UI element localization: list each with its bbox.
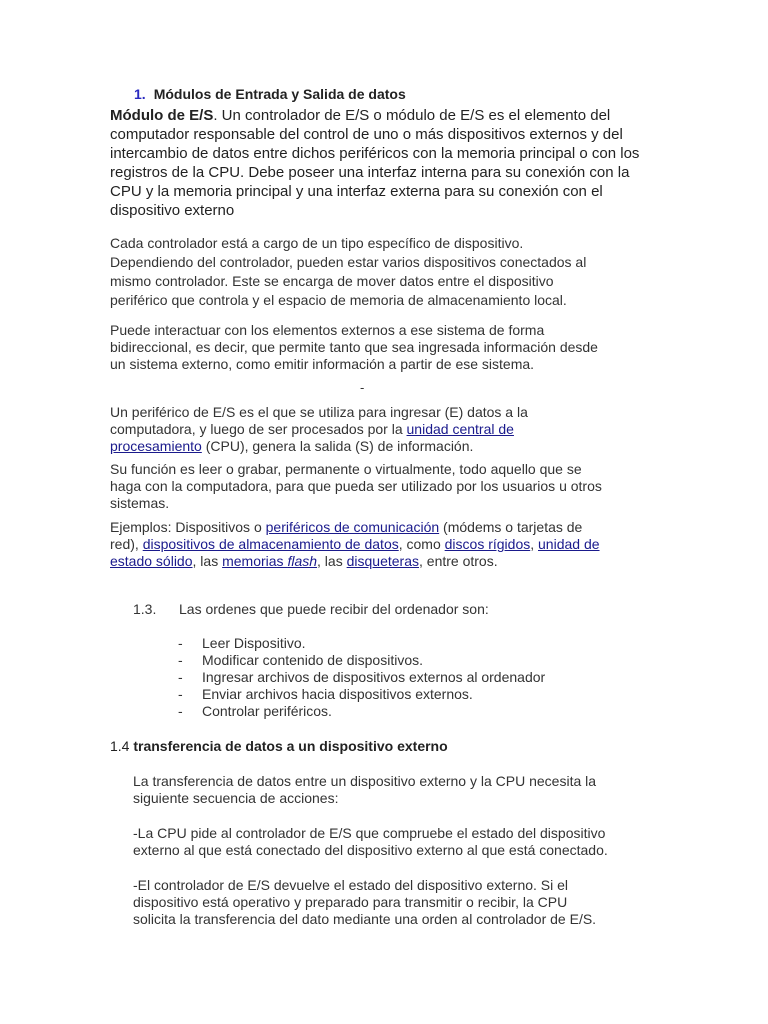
p6-las-1: , las	[192, 553, 223, 569]
s3-line-3: solicita la transferencia del dato mediante una orden al controlador de E/S.	[133, 911, 597, 927]
separator-dash: -	[360, 380, 365, 395]
p3-line-1: Puede interactuar con los elementos externos a ese sistema de forma	[110, 322, 545, 338]
subsection-1-4-heading	[110, 738, 448, 754]
p4-line-2: computadora, y luego de ser procesados por la	[110, 421, 407, 437]
p4-line-1: Un periférico de E/S es el que se utiliza para ingresar (E) datos a la	[110, 404, 528, 420]
link-perifericos-comunicacion[interactable]: periféricos de comunicación	[265, 519, 440, 535]
p1-line-6: dispositivo externo	[110, 202, 235, 219]
subsection-number: 1.3.	[133, 601, 157, 617]
p6-como: , como	[398, 536, 445, 552]
s1-line-2: siguiente secuencia de acciones:	[133, 790, 339, 806]
list-item: - Enviar archivos hacia dispositivos externos.	[178, 686, 473, 702]
subsection-title: transferencia de datos a un dispositivo externo	[133, 738, 448, 754]
p1-line-2: computador responsable del control de uno o más dispositivos externos y del	[110, 126, 623, 143]
p6-comma: ,	[530, 536, 539, 552]
transfer-step-2	[133, 877, 673, 928]
list-item-text: Ingresar archivos de dispositivos externos al ordenador	[202, 669, 546, 685]
link-discos-rigidos[interactable]: discos rígidos	[444, 536, 531, 552]
p2-line-4: periférico que controla y el espacio de memoria de almacenamiento local.	[110, 292, 567, 308]
link-disqueteras[interactable]: disqueteras	[346, 553, 419, 569]
p5-line-3: sistemas.	[110, 495, 170, 511]
paragraph-ejemplos	[110, 519, 670, 570]
orders-list	[178, 635, 545, 720]
paragraph-controlador	[110, 234, 670, 310]
link-memorias-text: memorias	[222, 553, 288, 569]
p6-pre: Ejemplos: Dispositivos o	[110, 519, 266, 535]
list-item-text: Controlar periféricos.	[202, 703, 332, 719]
paragraph-periferico	[110, 404, 670, 455]
paragraph-funcion	[110, 461, 670, 512]
link-unidad-central[interactable]: unidad central de	[406, 421, 514, 437]
link-memorias-flash[interactable]	[222, 553, 317, 569]
transfer-step-1	[133, 825, 673, 859]
p2-line-1: Cada controlador está a cargo de un tipo específico de dispositivo.	[110, 235, 524, 251]
section-title: Módulos de Entrada y Salida de datos	[153, 86, 406, 102]
link-flash-text: flash	[287, 553, 318, 569]
p1-line-3: intercambio de datos entre dichos periféricos con la memoria principal o con los	[110, 145, 640, 162]
p5-line-1: Su función es leer o grabar, permanente o virtualmente, todo aquello que se	[110, 461, 582, 477]
term-bold: Módulo de E/S	[110, 107, 214, 124]
p1-line-1: . Un controlador de E/S o módulo de E/S es el elemento del	[213, 107, 611, 124]
link-procesamiento[interactable]: procesamiento	[110, 438, 202, 454]
p2-line-2: Dependiendo del controlador, pueden estar varios dispositivos conectados al	[110, 254, 587, 270]
link-estado-solido[interactable]: estado sólido	[110, 553, 193, 569]
p4-line-3: (CPU), genera la salida (S) de información.	[201, 438, 474, 454]
paragraph-bidireccional	[110, 322, 670, 373]
s3-line-2: dispositivo está operativo y preparado para transmitir o recibir, la CPU	[133, 894, 568, 910]
p6-post-perif: (módems o tarjetas de	[439, 519, 583, 535]
section-number: 1.	[134, 86, 146, 102]
p3-line-3: un sistema externo, como emitir información a partir de ese sistema.	[110, 356, 535, 372]
transfer-intro	[133, 773, 673, 807]
section-heading	[134, 86, 406, 102]
link-unidad-de[interactable]: unidad de	[538, 536, 600, 552]
p5-line-2: haga con la computadora, para que pueda ser utilizado por los usuarios u otros	[110, 478, 602, 494]
s1-line-1: La transferencia de datos entre un dispositivo externo y la CPU necesita la	[133, 773, 597, 789]
list-item-text: Enviar archivos hacia dispositivos externos.	[202, 686, 473, 702]
list-item: - Modificar contenido de dispositivos.	[178, 652, 424, 668]
list-item-text: Modificar contenido de dispositivos.	[202, 652, 424, 668]
subsection-title: Las ordenes que puede recibir del ordenador son:	[179, 601, 489, 617]
subsection-1-3-heading	[133, 601, 489, 617]
p1-line-5: CPU y la memoria principal y una interfaz externa para su conexión con el	[110, 183, 603, 200]
p6-las-2: , las	[317, 553, 347, 569]
s3-line-1: -El controlador de E/S devuelve el estado del dispositivo externo. Si el	[133, 877, 569, 893]
p3-line-2: bidireccional, es decir, que permite tanto que sea ingresada información desde	[110, 339, 598, 355]
subsection-number: 1.4	[110, 738, 134, 754]
paragraph-modulo-es	[110, 106, 670, 220]
list-item: - Controlar periféricos.	[178, 703, 332, 719]
list-item: - Leer Dispositivo.	[178, 635, 306, 651]
list-item: - Ingresar archivos de dispositivos externos al ordenador	[178, 669, 546, 685]
s2-line-1: -La CPU pide al controlador de E/S que compruebe el estado del dispositivo	[133, 825, 606, 841]
s2-line-2: externo al que está conectado del dispositivo externo al que está conectado.	[133, 842, 608, 858]
list-item-text: Leer Dispositivo.	[202, 635, 306, 651]
p6-end: , entre otros.	[419, 553, 498, 569]
p1-line-4: registros de la CPU. Debe poseer una interfaz interna para su conexión con la	[110, 164, 630, 181]
link-almacenamiento[interactable]: dispositivos de almacenamiento de datos	[142, 536, 399, 552]
p2-line-3: mismo controlador. Este se encarga de mover datos entre el dispositivo	[110, 273, 554, 289]
p6-red: red),	[110, 536, 143, 552]
